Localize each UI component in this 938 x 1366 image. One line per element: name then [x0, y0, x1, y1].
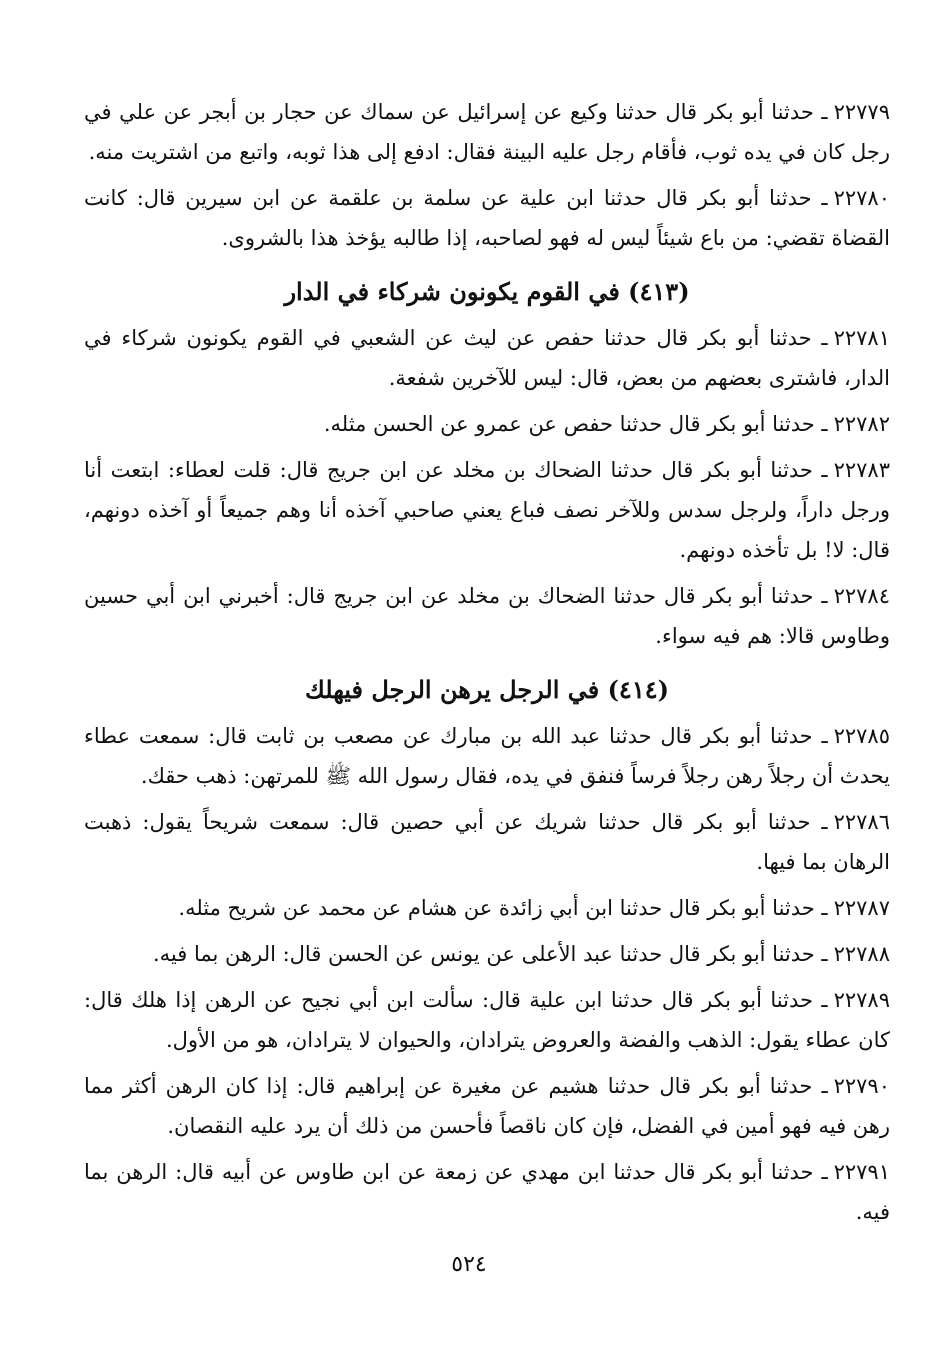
hadith-text: ـ حدثنا أبو بكر قال حدثنا عبد الله بن مبارك عن مصعب بن ثابت قال: سمعت عطاء يحدث أن رجلاً رهن رجلاً فرساً فنفق في يده، فقال رسول الله ﷺ للمرتهن: ذهب حقك.: [84, 724, 890, 788]
hadith-number: ٢٢٧٨٦: [833, 810, 890, 834]
hadith-22781: [84, 318, 890, 398]
hadith-22784: [84, 576, 890, 656]
hadith-text: ـ حدثنا أبو بكر قال حدثنا الضحاك بن مخلد عن ابن جريج قال: أخبرني ابن أبي حسين وطاوس قالا: هم فيه سواء.: [84, 584, 890, 648]
hadith-number: ٢٢٧٩٠: [833, 1074, 890, 1098]
hadith-number: ٢٢٧٨٣: [833, 458, 890, 482]
chapter-heading-414: (٤١٤) في الرجل يرهن الرجل فيهلك: [305, 675, 669, 704]
page-number: ٥٢٤: [451, 1252, 487, 1277]
hadith-22783: [84, 450, 890, 570]
hadith-text: ـ حدثنا أبو بكر قال حدثنا ابن علية عن سلمة بن علقمة عن ابن سيرين قال: كانت القضاة تقضي: من باع شيئاً ليس له فهو لصاحبه، إذا طالبه يؤخذ هذا بالشروى.: [84, 186, 890, 250]
hadith-22785: [84, 716, 890, 796]
hadith-22780: [84, 178, 890, 258]
hadith-number: ٢٢٧٨٤: [833, 584, 890, 608]
hadith-text: ـ حدثنا أبو بكر قال حدثنا عبد الأعلى عن يونس عن الحسن قال: الرهن بما فيه.: [153, 942, 828, 966]
hadith-text: ـ حدثنا أبو بكر قال حدثنا الضحاك بن مخلد عن ابن جريج قال: قلت لعطاء: ابتعت أنا ورجل داراً، ولرجل سدس وللآخر نصف فباع يعني صاحبي آخذه أنا وهم جميعاً أو آخذه دونهم، قال: لا! بل تأخذه دونهم.: [84, 458, 890, 562]
hadith-text: ـ حدثنا أبو بكر قال حدثنا شريك عن أبي حصين قال: سمعت شريحاً يقول: ذهبت الرهان بما فيها.: [84, 810, 890, 874]
hadith-number: ٢٢٧٧٩: [833, 100, 890, 124]
hadith-22779: [84, 92, 890, 172]
hadith-number: ٢٢٧٨٥: [833, 724, 890, 748]
hadith-text: ـ حدثنا أبو بكر قال حدثنا حفص عن ليث عن الشعبي في القوم يكونون شركاء في الدار، فاشترى بعضهم من بعض، قال: ليس للآخرين شفعة.: [84, 326, 890, 390]
hadith-number: ٢٢٧٨٢: [833, 412, 890, 436]
hadith-text: ـ حدثنا أبو بكر قال حدثنا ابن أبي زائدة عن هشام عن محمد عن شريح مثله.: [178, 896, 828, 920]
hadith-text: ـ حدثنا أبو بكر قال حدثنا وكيع عن إسرائيل عن سماك عن حجار بن أبجر عن علي في رجل كان في يده ثوب، فأقام رجل عليه البينة فقال: ادفع إلى هذا ثوبه، واتبع من اشتريت منه.: [84, 100, 890, 164]
hadith-number: ٢٢٧٨١: [833, 326, 890, 350]
hadith-22790: [84, 1066, 890, 1146]
hadith-number: ٢٢٧٩١: [833, 1160, 890, 1184]
hadith-number: ٢٢٧٨٠: [833, 186, 890, 210]
hadith-22789: [84, 980, 890, 1060]
hadith-22788: [84, 934, 890, 974]
hadith-text: ـ حدثنا أبو بكر قال حدثنا هشيم عن مغيرة عن إبراهيم قال: إذا كان الرهن أكثر مما رهن فيه فهو أمين في الفضل، فإن كان ناقصاً فأحسن من ذلك أن يرد عليه النقصان.: [84, 1074, 890, 1138]
hadith-number: ٢٢٧٨٩: [833, 988, 890, 1012]
hadith-22787: [84, 888, 890, 928]
chapter-heading-413: (٤١٣) في القوم يكونون شركاء في الدار: [284, 277, 690, 306]
hadith-22786: [84, 802, 890, 882]
hadith-text: ـ حدثنا أبو بكر قال حدثنا ابن مهدي عن زمعة عن ابن طاوس عن أبيه قال: الرهن بما فيه.: [84, 1160, 890, 1224]
hadith-22782: [84, 404, 890, 444]
hadith-text: ـ حدثنا أبو بكر قال حدثنا حفص عن عمرو عن الحسن مثله.: [323, 412, 828, 436]
hadith-text: ـ حدثنا أبو بكر قال حدثنا ابن علية قال: سألت ابن أبي نجيح عن الرهن إذا هلك قال: كان عطاء يقول: الذهب والفضة والعروض يترادان، والحيوان لا يترادان، هو من الأول.: [84, 988, 890, 1052]
hadith-number: ٢٢٧٨٧: [833, 896, 890, 920]
hadith-number: ٢٢٧٨٨: [833, 942, 890, 966]
hadith-22791: [84, 1152, 890, 1232]
